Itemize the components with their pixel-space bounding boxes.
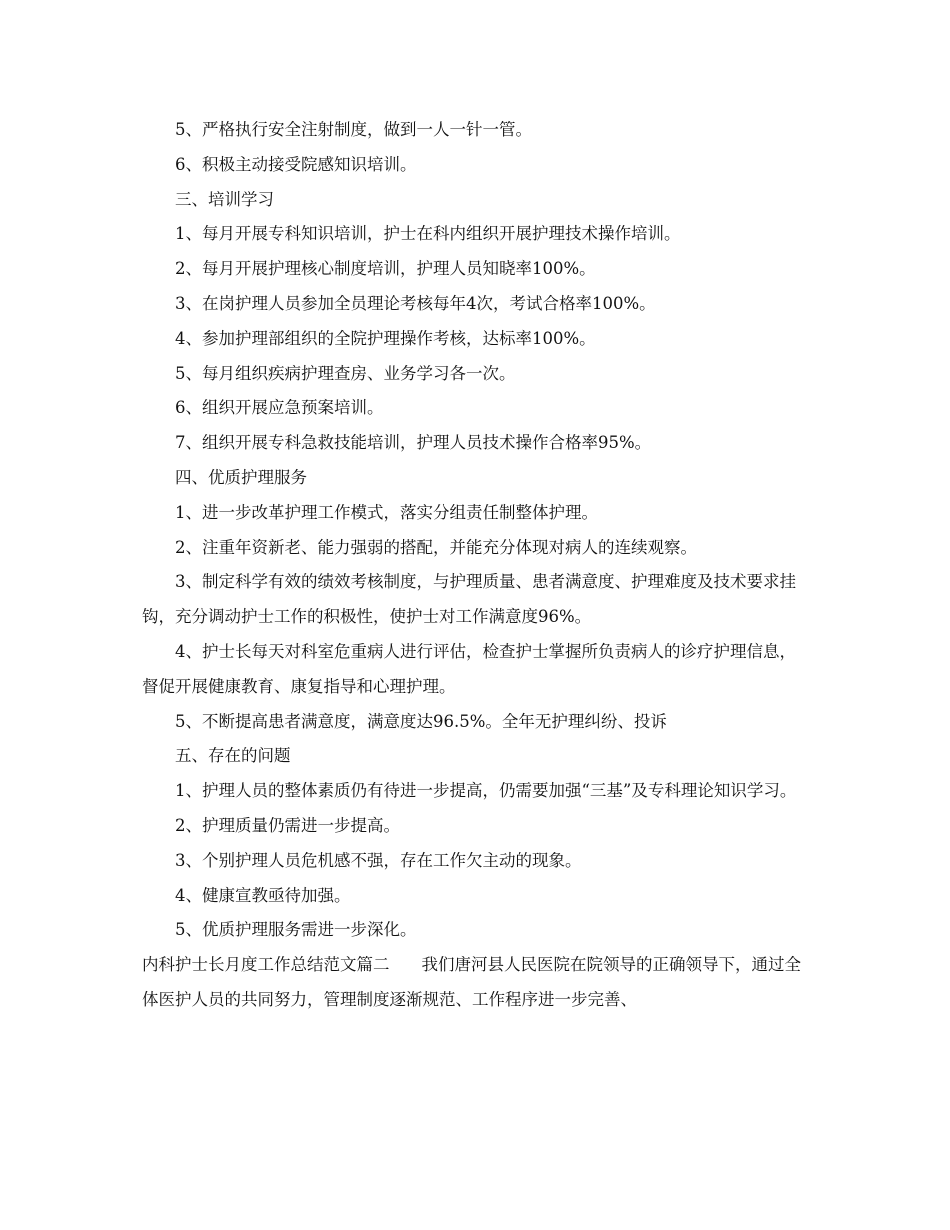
paragraph-14: 3、制定科学有效的绩效考核制度，与护理质量、患者满意度、护理难度及技术要求挂钩，充分调动护士工作的积极性，使护士对工作满意度96%。 [142,572,796,627]
paragraph-9: 6、组织开展应急预案培训。 [175,398,384,418]
paragraph-8: 5、每月组织疾病护理查房、业务学习各一次。 [175,363,516,383]
paragraph-10: 7、组织开展专科急救技能培训，护理人员技术操作合格率95%。 [175,433,652,453]
final-paragraph [142,948,807,1018]
paragraph-5: 2、每月开展护理核心制度培训，护理人员知晓率100%。 [175,259,596,279]
paragraph-19: 2、护理质量仍需进一步提高。 [175,815,400,835]
article-intro: 我们唐河县人民医院在院领导的正确领导下，通过全体医护人员的共同努力，管理制度逐渐规范、工作程序进一步完善、 [142,955,801,1009]
paragraph-13: 2、注重年资新老、能力强弱的搭配，并能充分体现对病人的连续观察。 [175,537,697,557]
paragraph-6: 3、在岗护理人员参加全员理论考核每年4次，考试合格率100%。 [175,293,656,313]
paragraph-2: 6、积极主动接受院感知识培训。 [175,154,417,174]
paragraph-15: 4、护士长每天对科室危重病人进行评估，检查护士掌握所负责病人的诊疗护理信息，督促开展健康教育、康复指导和心理护理。 [142,641,796,696]
paragraph-20: 3、个别护理人员危机感不强，存在工作欠主动的现象。 [175,850,582,870]
section-heading-quality-service: 四、优质护理服务 [175,467,307,487]
paragraph-22: 5、优质护理服务需进一步深化。 [175,920,417,940]
paragraph-18: 1、护理人员的整体素质仍有待进一步提高，仍需要加强“三基”及专科理论知识学习。 [175,781,797,801]
section-heading-training: 三、培训学习 [175,189,274,209]
paragraph-16: 5、不断提高患者满意度，满意度达96.5%。全年无护理纠纷、投诉 [175,711,667,731]
paragraph-7: 4、参加护理部组织的全院护理操作考核，达标率100%。 [175,328,596,348]
paragraph-4: 1、每月开展专科知识培训，护士在科内组织开展护理技术操作培训。 [175,224,681,244]
document-body [142,113,807,1018]
paragraph-21: 4、健康宣教亟待加强。 [175,885,351,905]
article-title: 内科护士长月度工作总结范文篇二 [142,955,390,975]
paragraph-12: 1、进一步改革护理工作模式，落实分组责任制整体护理。 [175,502,598,522]
paragraph-1: 5、严格执行安全注射制度，做到一人一针一管。 [175,120,532,139]
section-heading-problems: 五、存在的问题 [175,746,291,766]
